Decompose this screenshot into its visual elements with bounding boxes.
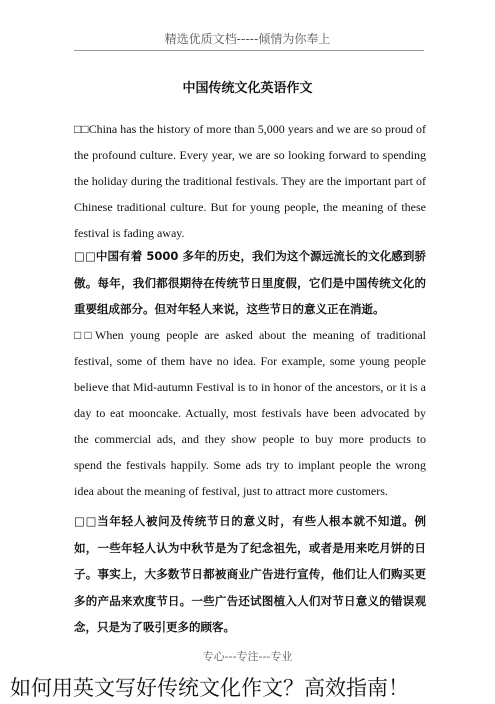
document-title: 中国传统文化英语作文 [182,81,313,96]
page-footer: 专心---专注---专业 [202,650,293,663]
page-header: 精选优质文档-----倾情为你奉上 [164,32,331,46]
paragraph-english-2: □□When young people are asked about the meaning of traditional festival, some of them have no idea. For example, some young people believe that Mid-autumn Festival is to in honor of the ancestors, or it is a day to eat mooncake. Actually, most festivals have been advocated by the commercial ads, and they show people to buy more products to spend the festivals happily. Some ads try to implant people the wrong idea about the meaning of festival, just to attract more customers. [74,328,426,498]
paragraph-chinese-2: □□当年轻人被问及传统节日的意义时，有些人根本就不知道。例如，一些年轻人认为中秋节是为了纪念祖先，或者是用来吃月饼的日子。事实上，大多数节日都被商业广告进行宣传，他们让人们购买更多的产品来欢度节日。一些广告还试图植入人们对节日意义的错误观念，只是为了吸引更多的顾客。 [74,514,426,634]
header-divider [74,50,424,51]
paragraph-chinese-1: □□中国有着 5000 多年的历史，我们为这个源远流长的文化感到骄傲。每年，我们都很期待在传统节日里度假，它们是中国传统文化的重要组成部分。但对年轻人来说，这些节日的意义正在消逝。 [74,249,426,316]
paragraph-english-1: □□China has the history of more than 5,000 years and we are so proud of the profound culture. Every year, we are so looking forward to spending the holiday during the traditional festivals. They are the important part of Chinese traditional culture. But for young people, the meaning of these festival is fading away. [74,122,426,240]
overlay-caption: 如何用英文写好传统文化作文？高效指南！ [10,676,409,700]
